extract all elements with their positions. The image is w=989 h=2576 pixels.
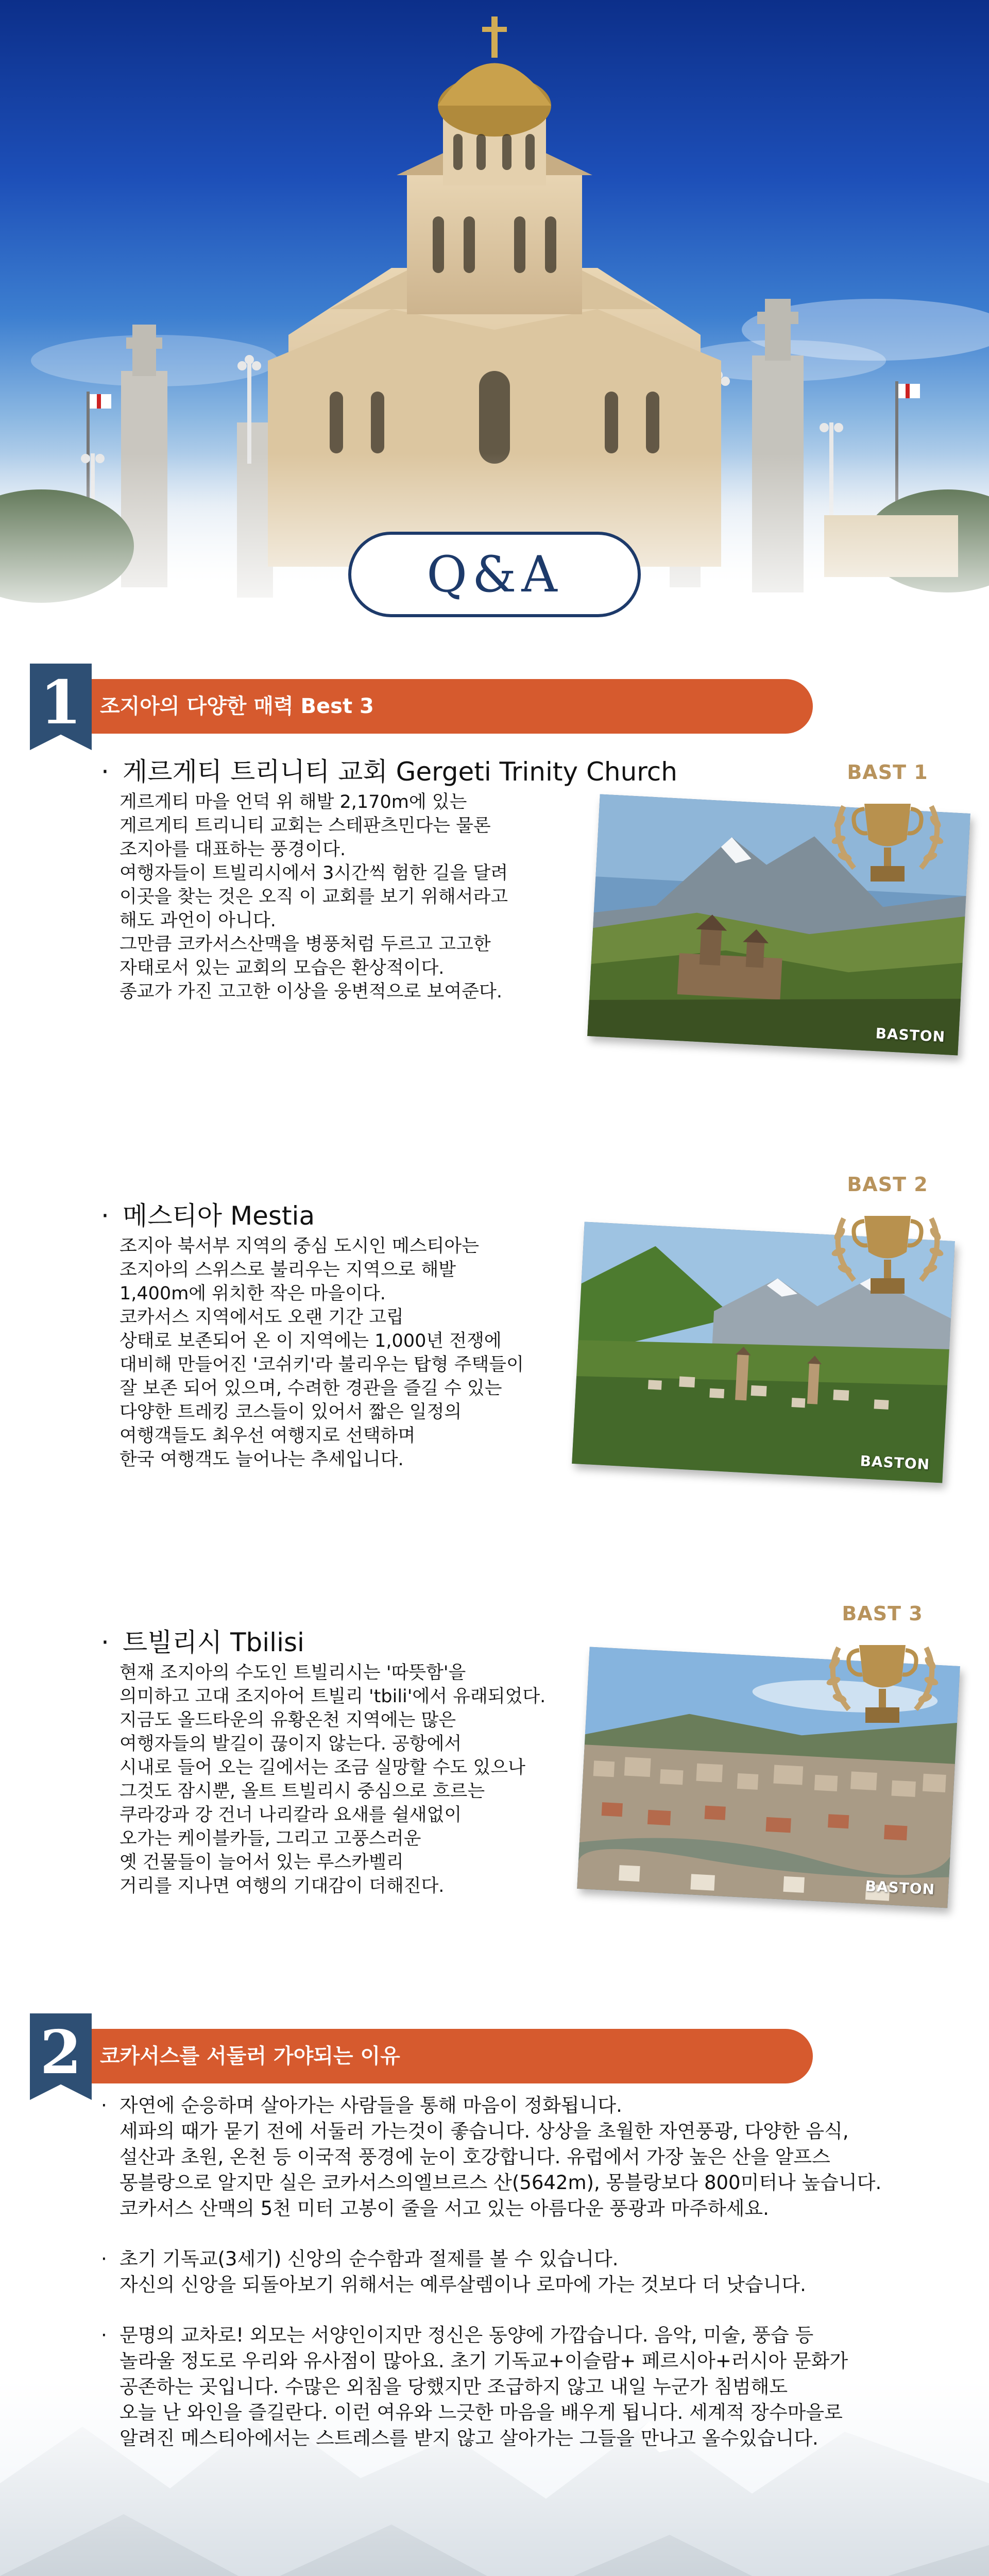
section2-banner (30, 2013, 813, 2100)
spot1-line: 조지아를 대표하는 풍경이다. (120, 839, 346, 860)
spot1-line: 게르게티 트리니티 교회는 스테판츠민다는 물론 (120, 816, 491, 836)
spot3-line: 오가는 케이블카들, 그리고 고풍스러운 (120, 1828, 421, 1849)
bullet-icon: · (101, 1628, 109, 1657)
spot2-line: 여행객들도 최우선 여행지로 선택하며 (120, 1426, 416, 1446)
spot2-line: 코카서스 지역에서도 오랜 기간 고립 (120, 1307, 404, 1328)
spot1-description (120, 790, 508, 1004)
spot2-line: 잘 보존 되어 있으며, 수려한 경관을 즐길 수 있는 (120, 1378, 502, 1399)
reason1-line: 세파의 때가 묻기 전에 서둘러 가는것이 좋습니다. 상상을 초월한 자연풍광, 다양한 음식, (120, 2120, 849, 2142)
reason3-line: 알려진 메스티아에서는 스트레스를 받지 않고 살아가는 그들을 만나고 올수있습니다. (120, 2427, 819, 2449)
reason-item (101, 2093, 956, 2222)
hero-cathedral-image (0, 0, 989, 634)
spot1-line: 자태로서 있는 교회의 모습은 환상적이다. (120, 958, 445, 978)
spot1-line: 이곳을 찾는 것은 오직 이 교회를 보기 위해서라고 (120, 887, 508, 907)
reason2-line: 초기 기독교(3세기) 신앙의 순수함과 절제를 볼 수 있습니다. (120, 2248, 619, 2270)
spot1-medal-label: BAST 1 (847, 761, 928, 784)
spot1-line: 게르게티 마을 언덕 위 해발 2,170m에 있는 (120, 792, 467, 812)
spot2-title-row (101, 1195, 315, 1232)
reason1-line: 설산과 초원, 온천 등 이국적 풍경에 눈이 호강합니다. 유럽에서 가장 높은 산을 알프스 (120, 2146, 830, 2168)
spot3-photo-brand: BASTON (864, 1877, 935, 1899)
bullet-icon: · (101, 2094, 107, 2116)
bullet-icon: · (101, 1201, 109, 1231)
reason-item (101, 2246, 956, 2298)
spot2-line: 상태로 보존되어 온 이 지역에는 1,000년 전쟁에 (120, 1331, 502, 1351)
spot2-line: 대비해 만들어진 '코쉬키'라 불리우는 탑형 주택들이 (120, 1354, 524, 1375)
spot2-line: 다양한 트레킹 코스들이 있어서 짧은 일정의 (120, 1402, 462, 1422)
section2-number: 2 (40, 2018, 82, 2088)
spot2-line: 조지아 북서부 지역의 중심 도시인 메스티아는 (120, 1236, 480, 1257)
spot1-title: 게르게티 트리니티 교회 Gergeti Trinity Church (122, 757, 677, 787)
bullet-icon: · (101, 2324, 107, 2346)
spot1-title-row (101, 751, 677, 788)
spot3-line: 시내로 들어 오는 길에서는 조금 실망할 수도 있으나 (120, 1757, 525, 1778)
spot3-line: 여행자들의 발길이 끊이지 않는다. 공항에서 (120, 1734, 462, 1754)
spot3-title-row (101, 1622, 304, 1659)
spot2-description (120, 1234, 524, 1471)
spot3-line: 현재 조지아의 수도인 트빌리시는 '따뜻함'을 (120, 1663, 466, 1683)
spot2-medal-label: BAST 2 (847, 1173, 928, 1196)
qa-title-pill (348, 532, 641, 617)
spot3-title: 트빌리시 Tbilisi (122, 1628, 304, 1657)
spot2-title: 메스티아 Mestia (122, 1201, 315, 1231)
reason2-line: 자신의 신앙을 되돌아보기 위해서는 예루살렘이나 로마에 가는 것보다 더 낫습니다. (120, 2274, 806, 2296)
bullet-icon: · (101, 757, 109, 787)
section2-title: 코카서스를 서둘러 가야되는 이유 (100, 2044, 400, 2068)
spot1-line: 여행자들이 트빌리시에서 3시간씩 험한 길을 달려 (120, 863, 508, 884)
reason1-line: 자연에 순응하며 살아가는 사람들을 통해 마음이 정화됩니다. (120, 2094, 622, 2116)
spot3-medal-label: BAST 3 (842, 1602, 923, 1625)
section1-number: 1 (40, 668, 82, 738)
spot2-medal (813, 1162, 962, 1311)
qa-title: Q&A (427, 546, 562, 603)
spot2-line: 1,400m에 위치한 작은 마을이다. (120, 1283, 386, 1304)
reason3-line: 문명의 교차로! 외모는 서양인이지만 정신은 동양에 가깝습니다. 음악, 미술, 풍습 등 (120, 2324, 814, 2346)
section1-title: 조지아의 다양한 매력 Best 3 (100, 694, 374, 718)
spot1-line: 그만큼 코카서스산맥을 병풍처럼 두르고 고고한 (120, 934, 491, 955)
spot1-line: 종교가 가진 고고한 이상을 웅변적으로 보여준다. (120, 981, 502, 1002)
reason3-line: 놀라울 정도로 우리와 유사점이 많아요. 초기 기독교+이슬람+ 페르시아+러시아 문화가 (120, 2350, 848, 2372)
reason3-line: 공존하는 곳입니다. 수많은 외침을 당했지만 조급하지 않고 내일 누군가 침범해도 (120, 2376, 788, 2398)
spot3-description (120, 1661, 545, 1898)
spot2-line: 한국 여행객도 늘어나는 추세입니다. (120, 1449, 404, 1470)
reason1-line: 코카서스 산맥의 5천 미터 고봉이 줄을 서고 있는 아름다운 풍광과 마주하세요. (120, 2197, 769, 2219)
spot2-photo-brand: BASTON (859, 1452, 930, 1473)
section1-banner (30, 664, 813, 750)
spot1-line: 해도 과언이 아니다. (120, 910, 276, 931)
spot3-line: 거리를 지나면 여행의 기대감이 더해진다. (120, 1876, 445, 1896)
reason1-line: 몽블랑으로 알지만 실은 코카서스의엘브르스 산(5642m), 몽블랑보다 800미터나 높습니다. (120, 2172, 882, 2194)
reasons-list (101, 2093, 956, 2476)
spot3-line: 옛 건물들이 늘어서 있는 루스카벨리 (120, 1852, 404, 1873)
spot3-line: 쿠라강과 강 건너 나리칼라 요새를 쉴새없이 (120, 1805, 462, 1825)
spot1-medal (813, 750, 962, 899)
spot3-line: 그것도 잠시뿐, 올트 트빌리시 중심으로 흐르는 (120, 1781, 485, 1802)
spot3-line: 지금도 올드타운의 유황온천 지역에는 많은 (120, 1710, 456, 1731)
reason3-line: 오늘 난 와인을 즐길란다. 이런 여유와 느긋한 마음을 배우게 됩니다. 세계적 장수마을로 (120, 2401, 843, 2424)
spot3-line: 의미하고 고대 조지아어 트빌리 'tbili'에서 유래되었다. (120, 1686, 546, 1707)
spot2-line: 조지아의 스위스로 불리우는 지역으로 해발 (120, 1260, 456, 1280)
bullet-icon: · (101, 2248, 107, 2270)
spot1-photo-brand: BASTON (875, 1025, 946, 1046)
reason-item (101, 2323, 956, 2451)
spot3-medal (808, 1591, 957, 1740)
